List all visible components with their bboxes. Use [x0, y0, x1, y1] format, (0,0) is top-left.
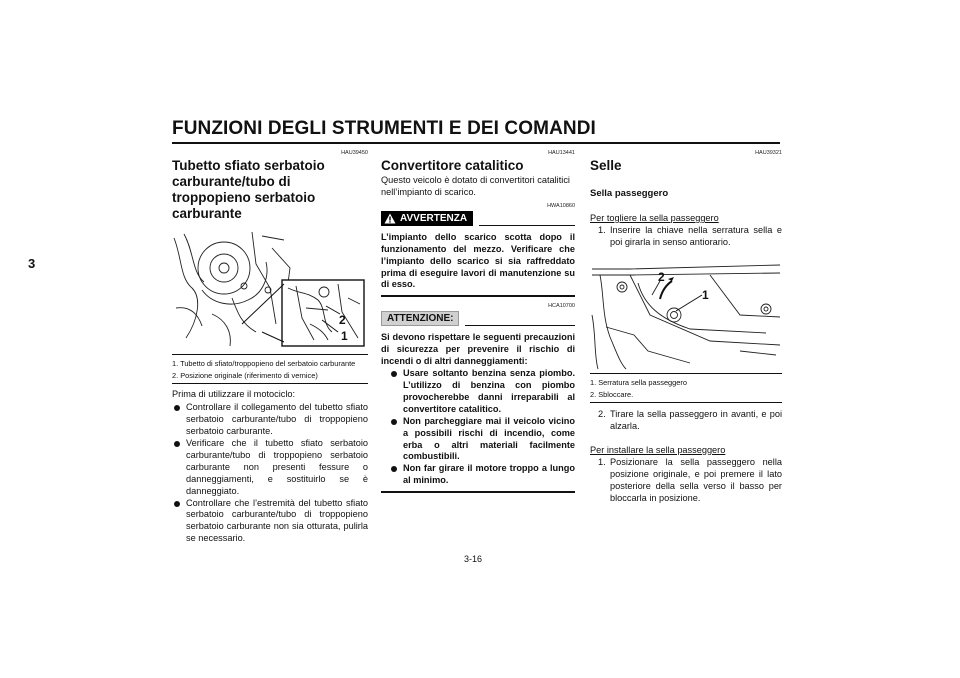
section-code: HAU39321	[755, 150, 782, 156]
procedure-step	[590, 457, 782, 505]
chapter-tab: 3	[28, 256, 36, 271]
list-item: Controllare che l’estremità del tubetto sfiato serbatoio carburante/tubo di troppopieno serbatoio carburante non sia otturata, pulirla se necessario.	[172, 498, 368, 546]
procedure-step	[590, 225, 782, 249]
caution-item: Non far girare il motore troppo a lungo al minimo.	[389, 463, 575, 487]
step-text: Inserire la chiave nella serratura sella e poi girarla in senso antiorario.	[610, 224, 782, 247]
column-1	[172, 150, 368, 545]
warning-header	[381, 211, 575, 226]
section-heading: Tubetto sfiato serbatoio carburante/tubo di troppopieno serbatoio carburante	[172, 158, 325, 221]
figure-label-2: 2	[658, 269, 665, 284]
step-number: 1.	[598, 224, 606, 235]
caution-header	[381, 311, 575, 326]
warning-end-rule	[381, 295, 575, 297]
header-rule	[172, 142, 780, 144]
warning-rule	[479, 225, 575, 226]
section-heading: Convertitore catalitico	[381, 158, 524, 173]
caution-item: Usare soltanto benzina senza piombo. L’utilizzo di benzina con piombo provocherebbe danni irreparabili al convertitore catalitico.	[389, 368, 575, 416]
section-code: HAU39450	[341, 150, 368, 156]
page-number: 3-16	[464, 554, 483, 564]
warning-text: L’impianto dello scarico scotta dopo il funzionamento del mezzo. Verificare che l’impianto dello scarico si sia raffreddato prima di eseguire lavori di manutenzione su di esso.	[381, 231, 575, 290]
caption-rule	[590, 373, 782, 374]
procedure-title: Per installare la sella passeggero	[590, 444, 726, 455]
caption-rule	[172, 354, 368, 355]
warning-label-box	[381, 211, 473, 226]
caution-intro: Si devono rispettare le seguenti precauzioni di sicurezza per prevenire il rischio di incendi o di altri danneggiamenti:	[381, 332, 575, 367]
caution-end-rule	[381, 491, 575, 493]
step-number: 2.	[598, 409, 606, 420]
figure-caption: 1. Serratura sella passeggero	[590, 377, 687, 387]
step-text: Posizionare la sella passeggero nella posizione originale, e poi premere il lato posteriore della sella verso il basso per bloccarla in posizione.	[610, 456, 782, 503]
step-number: 1.	[598, 456, 606, 467]
figure-caption: 2. Sbloccare.	[590, 389, 634, 399]
column-3	[590, 150, 782, 504]
page-header-title: FUNZIONI DEGLI STRUMENTI E DEI COMANDI	[172, 118, 596, 139]
fuel-tank-breather-hose-illustration	[172, 228, 368, 350]
list-item: Controllare il collegamento del tubetto sfiato serbatoio carburante/tubo di troppopieno serbatoio carburante.	[172, 402, 368, 438]
figure-caption: 2. Posizione originale (riferimento di vernice)	[172, 371, 318, 381]
procedure-title: Per togliere la sella passeggero	[590, 213, 719, 223]
caption-rule	[590, 402, 782, 403]
figure-label-2: 2	[339, 313, 346, 327]
step-text: Tirare la sella passeggero in avanti, e poi alzarla.	[610, 409, 782, 432]
caution-label: ATTENZIONE:	[381, 311, 459, 326]
column-2	[381, 150, 575, 493]
figure-label-1: 1	[702, 287, 709, 302]
section-code: HAU13441	[548, 150, 575, 156]
procedure-step	[590, 409, 782, 433]
intro-text: Prima di utilizzare il motociclo:	[172, 389, 296, 400]
caution-rule	[465, 325, 575, 326]
section-heading: Selle	[590, 158, 622, 173]
caution-item: Non parcheggiare mai il veicolo vicino a possibili rischi di incendio, come erba o altri materiali facilmente combustibili.	[389, 416, 575, 464]
list-item: Verificare che il tubetto sfiato serbatoio carburante/tubo di troppopieno serbatoio carburante non presenti fessure o danneggiamenti, e sostituirlo se è danneggiato.	[172, 438, 368, 498]
figure-label-1: 1	[341, 329, 348, 343]
caption-rule	[172, 383, 368, 384]
warning-label: AVVERTENZA	[400, 212, 468, 224]
passenger-seat-lock-illustration	[590, 255, 782, 371]
caution-code: HCA10700	[548, 303, 575, 310]
figure-caption: 1. Tubetto di sfiato/troppopieno del serbatoio carburante	[172, 359, 356, 368]
warning-code: HWA10860	[547, 202, 575, 209]
subheading: Sella passeggero	[590, 188, 669, 199]
warning-triangle-icon	[384, 213, 396, 224]
intro-text: Questo veicolo è dotato di convertitori catalitici nell’impianto di scarico.	[381, 175, 570, 197]
